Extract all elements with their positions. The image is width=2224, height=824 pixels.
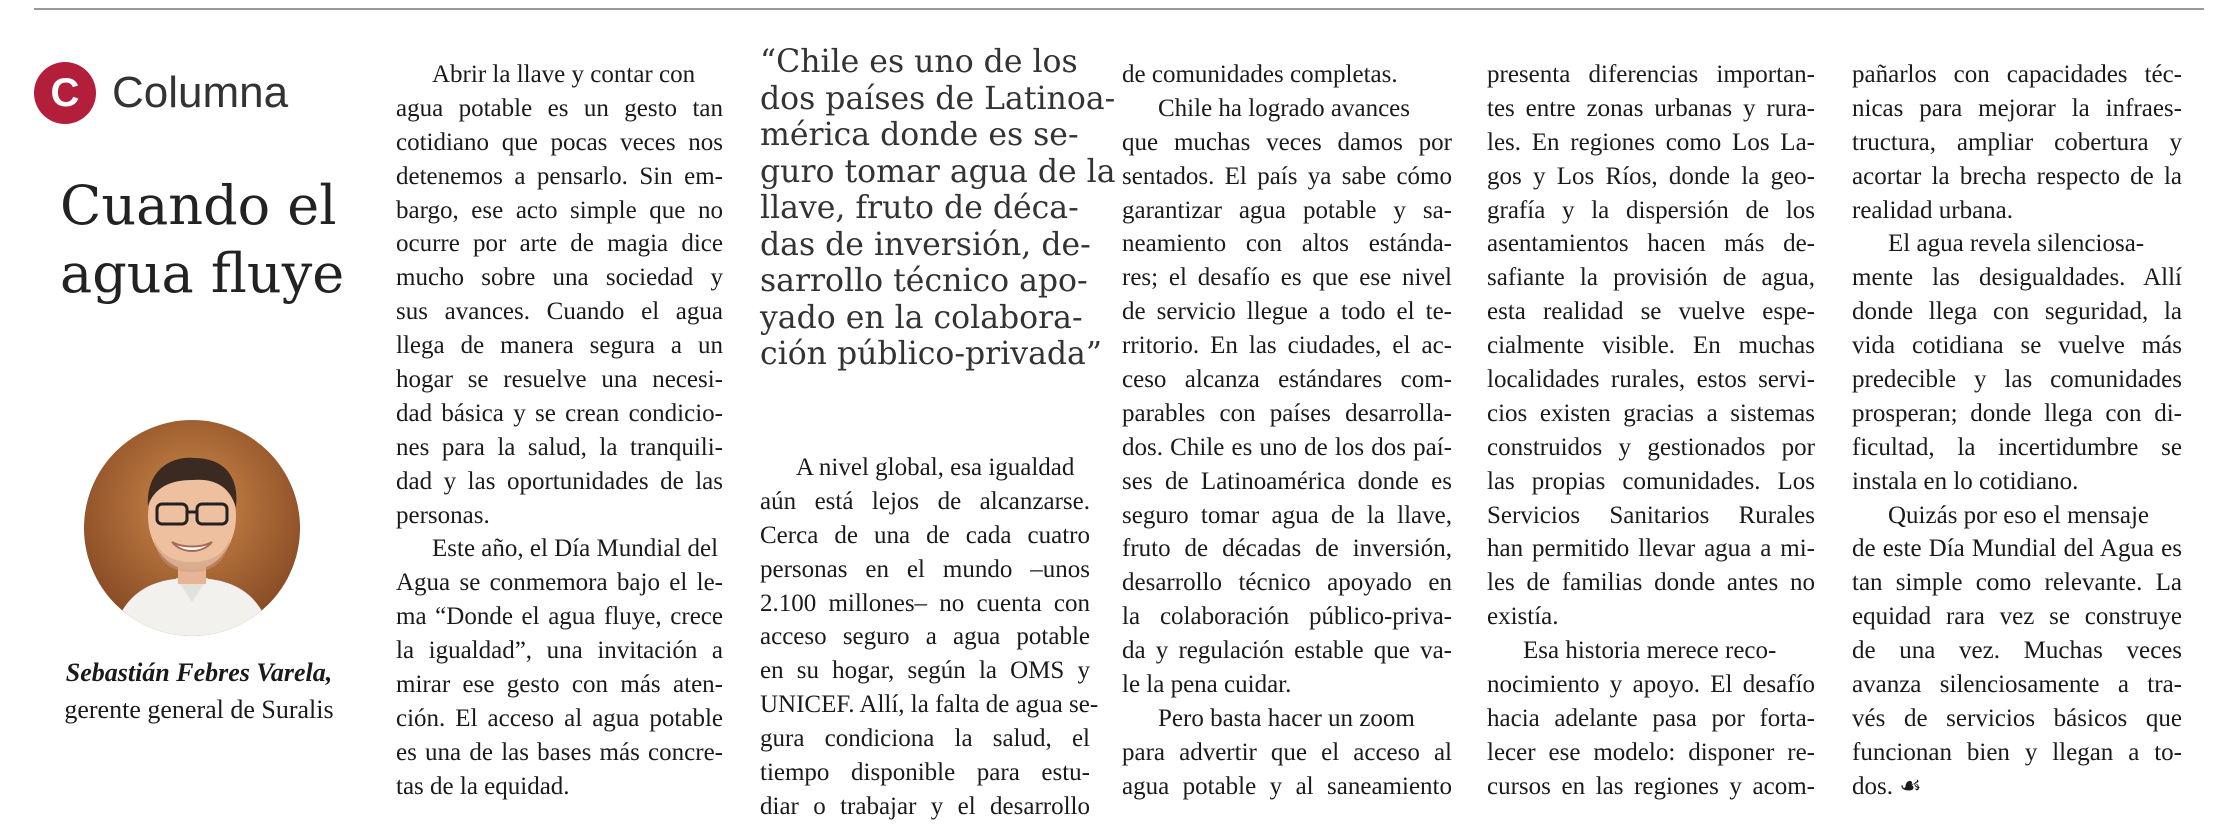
- text-line: ma “Donde el agua fluye, crece: [396, 603, 723, 631]
- text-line: Agua se conmemora bajo el le-: [396, 569, 723, 597]
- text-line: que muchas veces damos por: [1122, 128, 1452, 156]
- text-line: grafía y la dispersión de los: [1487, 196, 1815, 224]
- text-line: llega de manera segura a un: [396, 332, 723, 360]
- pull-quote-line: “Chile es uno de los: [760, 44, 1078, 80]
- section-badge: C: [34, 62, 96, 124]
- text-line: cios existen gracias a sistemas: [1487, 399, 1815, 427]
- pull-quote-line: llave, fruto de déca-: [760, 190, 1079, 226]
- text-line: hacia adelante pasa por forta-: [1487, 704, 1815, 732]
- section-label: Columna: [112, 68, 289, 117]
- text-line: de comunidades completas.: [1122, 61, 1398, 88]
- pull-quote-line: ción público-privada”: [760, 336, 1102, 372]
- text-line: Este año, el Día Mundial del: [432, 535, 719, 563]
- text-line: acceso seguro a agua potable: [760, 623, 1090, 651]
- text-line: Esa historia merece reco-: [1523, 637, 1777, 665]
- author-portrait-image: [84, 420, 300, 636]
- article-column-3: [1122, 58, 1452, 804]
- text-line: aún está lejos de alcanzarse.: [760, 487, 1090, 515]
- text-line: mirar ese gesto con más aten-: [396, 671, 723, 699]
- text-line: cialmente visible. En muchas: [1487, 332, 1815, 360]
- article-column-1: [396, 58, 723, 804]
- text-line: rritorio. En las ciudades, el ac-: [1122, 332, 1452, 360]
- text-line: mente las desigualdades. Allí: [1852, 264, 2182, 292]
- text-line: dad y las oportunidades de las: [396, 467, 723, 495]
- text-line: El agua revela silenciosa-: [1888, 230, 2145, 258]
- text-line: avanza silenciosamente a tra-: [1852, 671, 2182, 699]
- text-line: dad básica y se crean condicio-: [396, 399, 723, 427]
- text-line: de servicio llegue a todo el te-: [1122, 298, 1452, 326]
- text-line: ficultad, la incertidumbre se: [1852, 433, 2182, 461]
- text-line: desarrollo técnico apoyado en: [1122, 569, 1452, 597]
- text-line: Chile ha logrado avances: [1158, 94, 1410, 122]
- text-line: la igualdad”, una invitación a: [396, 637, 723, 665]
- section-header: [34, 62, 288, 124]
- text-line: garantizar agua potable y sa-: [1122, 196, 1452, 224]
- author-portrait: [84, 420, 300, 636]
- author-byline: [34, 654, 364, 728]
- text-line: hogar se resuelve una necesi-: [396, 366, 723, 394]
- text-line: lecer ese modelo: disponer re-: [1487, 738, 1815, 766]
- author-role: gerente general de Suralis: [64, 695, 334, 724]
- text-line: 2.100 millones– no cuenta con: [760, 589, 1090, 617]
- text-line: gos y Los Ríos, donde la geo-: [1487, 162, 1815, 190]
- author-name: Sebastián Febres Varela,: [65, 658, 333, 687]
- text-line: vés de servicios básicos que: [1852, 704, 2182, 732]
- text-line: tes entre zonas urbanas y rura-: [1487, 94, 1815, 122]
- text-line: dos. Chile es uno de los dos paí-: [1122, 433, 1452, 461]
- text-line: tas de la equidad.: [396, 772, 570, 800]
- text-line: Quizás por eso el mensaje: [1888, 501, 2150, 529]
- text-line: agua potable y al saneamiento: [1122, 772, 1452, 800]
- text-line: seguro tomar agua de la llave,: [1122, 501, 1452, 529]
- text-line: la colaboración público-priva-: [1122, 603, 1452, 631]
- text-line: ocurre por arte de magia dice: [396, 230, 723, 258]
- text-line: da y regulación estable que va-: [1122, 637, 1452, 665]
- text-line: donde llega con seguridad, la: [1852, 298, 2182, 326]
- text-line: detenemos a pensarlo. Sin em-: [396, 162, 723, 190]
- text-line: equidad rara vez se construye: [1852, 603, 2182, 631]
- text-line: asentamientos hacen más de-: [1487, 230, 1815, 258]
- text-line: funcionan bien y llegan a to-: [1852, 738, 2182, 766]
- pull-quote-line: dos países de Latinoa-: [760, 80, 1116, 117]
- text-line: ses de Latinoamérica donde es: [1122, 467, 1452, 495]
- pull-quote-line: sarrollo técnico apo-: [760, 263, 1088, 299]
- text-line: dos. ☙: [1852, 772, 1922, 800]
- text-line: ción. El acceso al agua potable: [396, 704, 723, 732]
- text-line: agua potable es un gesto tan: [396, 94, 723, 122]
- text-line: tiempo disponible para estu-: [760, 759, 1090, 787]
- text-line: Cerca de una de cada cuatro: [760, 521, 1090, 549]
- text-line: nes para la salud, la tranquili-: [396, 433, 723, 461]
- headline-line: agua fluye: [60, 242, 345, 305]
- text-line: de este Día Mundial del Agua es: [1852, 535, 2182, 563]
- pull-quote-line: das de inversión, de-: [760, 226, 1091, 263]
- text-line: para advertir que el acceso al: [1122, 738, 1452, 766]
- pull-quote-line: yado en la colabora-: [760, 299, 1083, 336]
- text-line: vida cotidiana se vuelve más: [1852, 332, 2182, 360]
- text-line: acortar la brecha respecto de la: [1852, 162, 2182, 190]
- text-line: gura condiciona la salud, el: [760, 725, 1090, 753]
- text-line: es una de las bases más concre-: [396, 738, 723, 766]
- text-line: personas.: [396, 501, 490, 529]
- article-column-4: [1487, 58, 1815, 804]
- text-line: han permitido llevar agua a mi-: [1487, 535, 1815, 563]
- text-line: pañarlos con capacidades téc-: [1852, 61, 2182, 88]
- headline-line: Cuando el: [60, 174, 337, 237]
- text-line: ceso alcanza estándares com-: [1122, 366, 1452, 394]
- text-line: localidades rurales, estos servi-: [1487, 366, 1815, 394]
- text-line: construidos y gestionados por: [1487, 433, 1815, 461]
- text-line: les de familias donde antes no: [1487, 569, 1815, 597]
- text-line: cursos en las regiones y acom-: [1487, 772, 1815, 800]
- text-line: tan simple como relevante. La: [1852, 569, 2182, 597]
- text-line: en su hogar, según la OMS y: [760, 657, 1090, 685]
- pull-quote-line: guro tomar agua de la: [760, 153, 1116, 190]
- text-line: existía.: [1487, 603, 1559, 631]
- text-line: presenta diferencias importan-: [1487, 61, 1815, 88]
- pull-quote-line: mérica donde es se-: [760, 117, 1079, 153]
- text-line: personas en el mundo –unos: [760, 555, 1090, 583]
- text-line: sentados. El país ya sabe cómo: [1122, 162, 1452, 190]
- text-line: tructura, ampliar cobertura y: [1852, 128, 2182, 156]
- text-line: les. En regiones como Los La-: [1487, 128, 1815, 156]
- text-line: neamiento con altos estánda-: [1122, 230, 1452, 258]
- text-line: nicas para mejorar la infraes-: [1852, 94, 2182, 122]
- text-line: diar o trabajar y el desarrollo: [760, 792, 1090, 820]
- text-line: A nivel global, esa igualdad: [796, 454, 1075, 481]
- text-line: fruto de décadas de inversión,: [1122, 535, 1452, 563]
- text-line: prosperan; donde llega con di-: [1852, 399, 2182, 427]
- text-line: UNICEF. Allí, la falta de agua se-: [760, 691, 1099, 719]
- text-line: parables con países desarrolla-: [1122, 399, 1452, 427]
- article-column-5: [1852, 58, 2182, 804]
- text-line: nocimiento y apoyo. El desafío: [1487, 671, 1815, 699]
- text-line: las propias comunidades. Los: [1487, 467, 1815, 495]
- text-line: safiante la provisión de agua,: [1487, 264, 1815, 292]
- pull-quote: [760, 44, 1116, 373]
- text-line: mucho sobre una sociedad y: [396, 264, 723, 292]
- text-line: cotidiano que pocas veces nos: [396, 128, 723, 156]
- text-line: Pero basta hacer un zoom: [1158, 704, 1415, 732]
- text-line: realidad urbana.: [1852, 196, 2014, 224]
- text-line: le la pena cuidar.: [1122, 671, 1292, 699]
- text-line: res; el desafío es que ese nivel: [1122, 264, 1452, 292]
- text-line: Servicios Sanitarios Rurales: [1487, 501, 1815, 529]
- text-line: de una vez. Muchas veces: [1852, 637, 2182, 665]
- text-line: esta realidad se vuelve espe-: [1487, 298, 1815, 326]
- text-line: predecible y las comunidades: [1852, 366, 2182, 394]
- article-headline: [60, 172, 350, 308]
- text-line: Abrir la llave y contar con: [432, 61, 696, 88]
- text-line: bargo, ese acto simple que no: [396, 196, 723, 224]
- text-line: sus avances. Cuando el agua: [396, 298, 723, 326]
- top-rule: [34, 8, 2204, 10]
- text-line: instala en lo cotidiano.: [1852, 467, 2079, 495]
- article-column-2: [760, 451, 1099, 824]
